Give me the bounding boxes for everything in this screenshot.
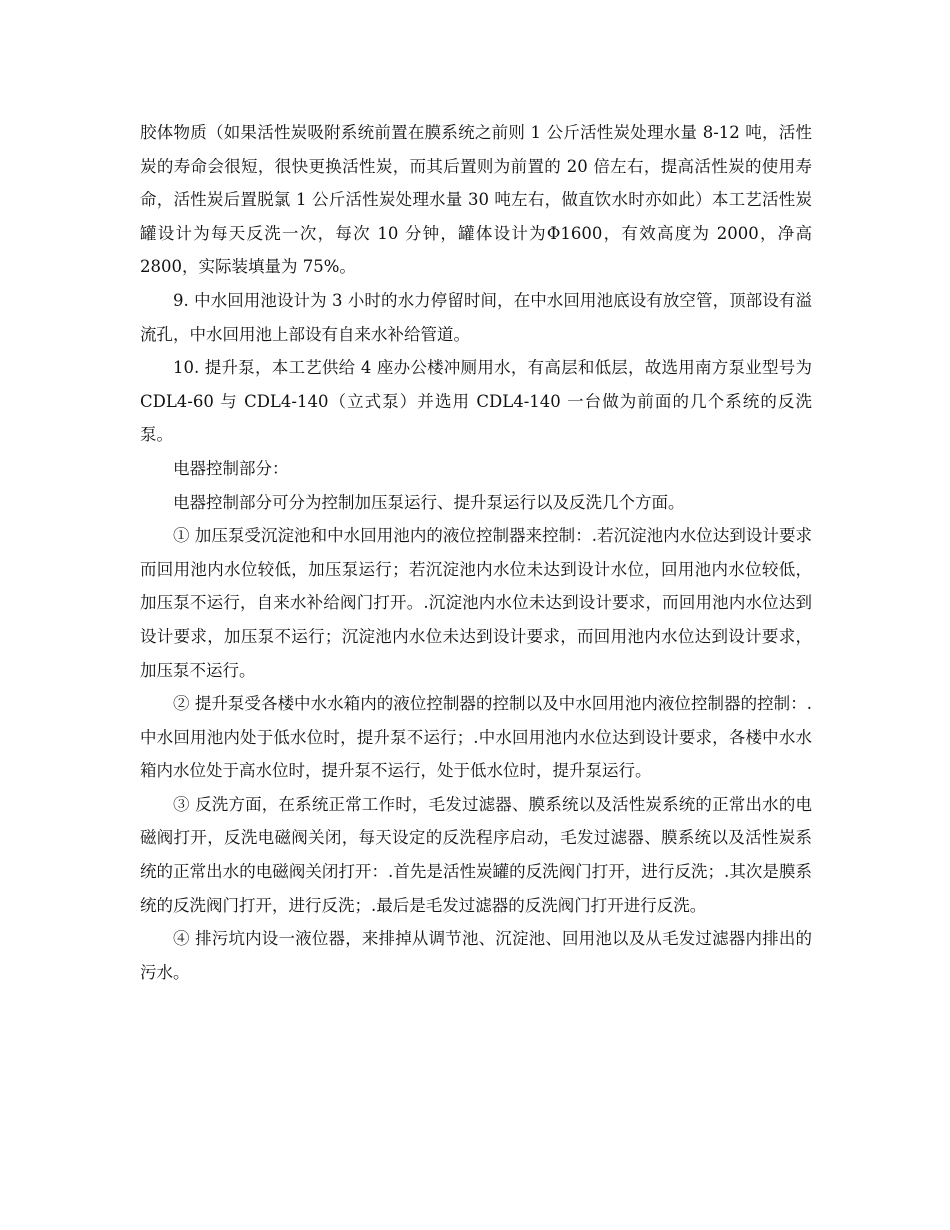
paragraph-item-10-lift-pump: 10. 提升泵，本工艺供给 4 座办公楼冲厕用水，有高层和低层，故选用南方泵业型号为 CDL4-60 与 CDL4-140（立式泵）并选用 CDL4-140 一台做为前面的几个系统的反洗泵。	[140, 358, 812, 445]
paragraph-item-9-reuse-tank: 9. 中水回用池设计为 3 小时的水力停留时间，在中水回用池底设有放空管，顶部设有溢流孔，中水回用池上部设有自来水补给管道。	[140, 290, 812, 344]
paragraph-electrical-overview: 电器控制部分可分为控制加压泵运行、提升泵运行以及反洗几个方面。	[173, 492, 685, 512]
paragraph-booster-pump-control: ① 加压泵受沉淀池和中水回用池内的液位控制器来控制：.若沉淀池内水位达到设计要求而回用池内水位较低，加压泵运行；若沉淀池内水位未达到设计水位，回用池内水位较低，加压泵不运行，自来水补给阀门打开。.沉淀池内水位未达到设计要求，而回用池内水位达到设计要求，加压泵不运行；沉淀池内水位未达到设计要求，而回用池内水位达到设计要求，加压泵不运行。	[140, 526, 812, 680]
document-body	[140, 116, 812, 989]
paragraph-sump-level: ④ 排污坑内设一液位器，来排掉从调节池、沉淀池、回用池以及从毛发过滤器内排出的污水。	[140, 929, 812, 982]
section-heading-electrical-control: 电器控制部分：	[173, 458, 289, 478]
paragraph-activated-carbon: 胶体物质（如果活性炭吸附系统前置在膜系统之前则 1 公斤活性炭处理水量 8-12 吨，活性炭的寿命会很短，很快更换活性炭，而其后置则为前置的 20 倍左右，提高活性炭的使用寿命，活性炭后置脱氯 1 公斤活性炭处理水量 30 吨左右，做直饮水时亦如此）本工艺活性炭罐设计为每天反洗一次，每次 10 分钟，罐体设计为Φ1600，有效高度为 2000，净高 2800，实际装填量为 75%。	[140, 123, 812, 277]
paragraph-lift-pump-control: ② 提升泵受各楼中水水箱内的液位控制器的控制以及中水回用池内液位控制器的控制：.中水回用池内处于低水位时，提升泵不运行；.中水回用池内水位达到设计要求，各楼中水水箱内水位处于高水位时，提升泵不运行，处于低水位时，提升泵运行。	[140, 694, 812, 781]
paragraph-backwash-control: ③ 反洗方面，在系统正常工作时，毛发过滤器、膜系统以及活性炭系统的正常出水的电磁阀打开，反洗电磁阀关闭，每天设定的反洗程序启动，毛发过滤器、膜系统以及活性炭系统的正常出水的电磁阀关闭打开：.首先是活性炭罐的反洗阀门打开，进行反洗；.其次是膜系统的反洗阀门打开，进行反洗；.最后是毛发过滤器的反洗阀门打开进行反洗。	[140, 794, 812, 915]
